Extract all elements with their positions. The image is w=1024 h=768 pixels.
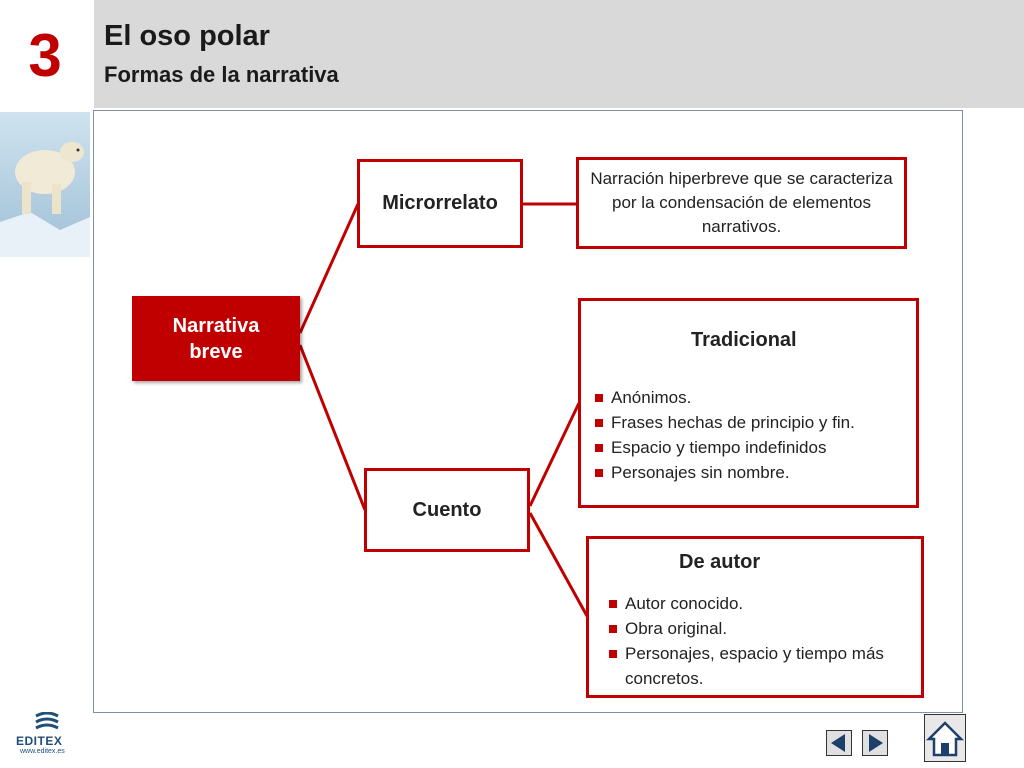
polar-bear-image [0, 112, 90, 257]
node-microrrelato-description [576, 157, 907, 249]
list-item: Frases hechas de principio y fin. [595, 410, 855, 435]
list-item: Autor conocido. [609, 591, 909, 616]
previous-button[interactable] [826, 730, 852, 756]
microrrelato-description-text: Narración hiperbreve que se caracteriza por la condensación de elementos narrativos. [590, 169, 893, 236]
node-de-autor [586, 536, 924, 698]
node-microrrelato-label: Microrrelato [382, 192, 498, 214]
list-item: Obra original. [609, 616, 909, 641]
tradicional-list [595, 385, 855, 485]
unit-number: 3 [28, 22, 62, 89]
home-icon [925, 715, 965, 761]
editex-logo [14, 712, 76, 762]
de-autor-list [609, 591, 909, 691]
list-item: Espacio y tiempo indefinidos [595, 435, 855, 460]
logo-url: www.editex.es [20, 748, 65, 755]
node-narrativa-breve [132, 296, 300, 381]
node-tradicional [578, 298, 919, 508]
node-microrrelato [357, 159, 523, 248]
arrow-right-icon [863, 731, 887, 755]
page-subtitle: Formas de la narrativa [104, 62, 339, 87]
editex-logo-icon [32, 712, 62, 732]
arrow-left-icon [827, 731, 851, 755]
node-narrativa-breve-label: Narrativa breve [172, 314, 260, 363]
list-item: Anónimos. [595, 385, 855, 410]
node-cuento [364, 468, 530, 552]
logo-text: EDITEX [16, 734, 63, 748]
node-cuento-label: Cuento [412, 498, 482, 521]
tradicional-title: Tradicional [691, 329, 797, 351]
next-button[interactable] [862, 730, 888, 756]
list-item: Personajes sin nombre. [595, 460, 855, 485]
home-button[interactable] [924, 714, 966, 762]
page-title: El oso polar [104, 20, 270, 52]
header-bar [94, 0, 1024, 108]
list-item: Personajes, espacio y tiempo más concretos. [609, 641, 909, 691]
de-autor-title: De autor [679, 551, 761, 573]
